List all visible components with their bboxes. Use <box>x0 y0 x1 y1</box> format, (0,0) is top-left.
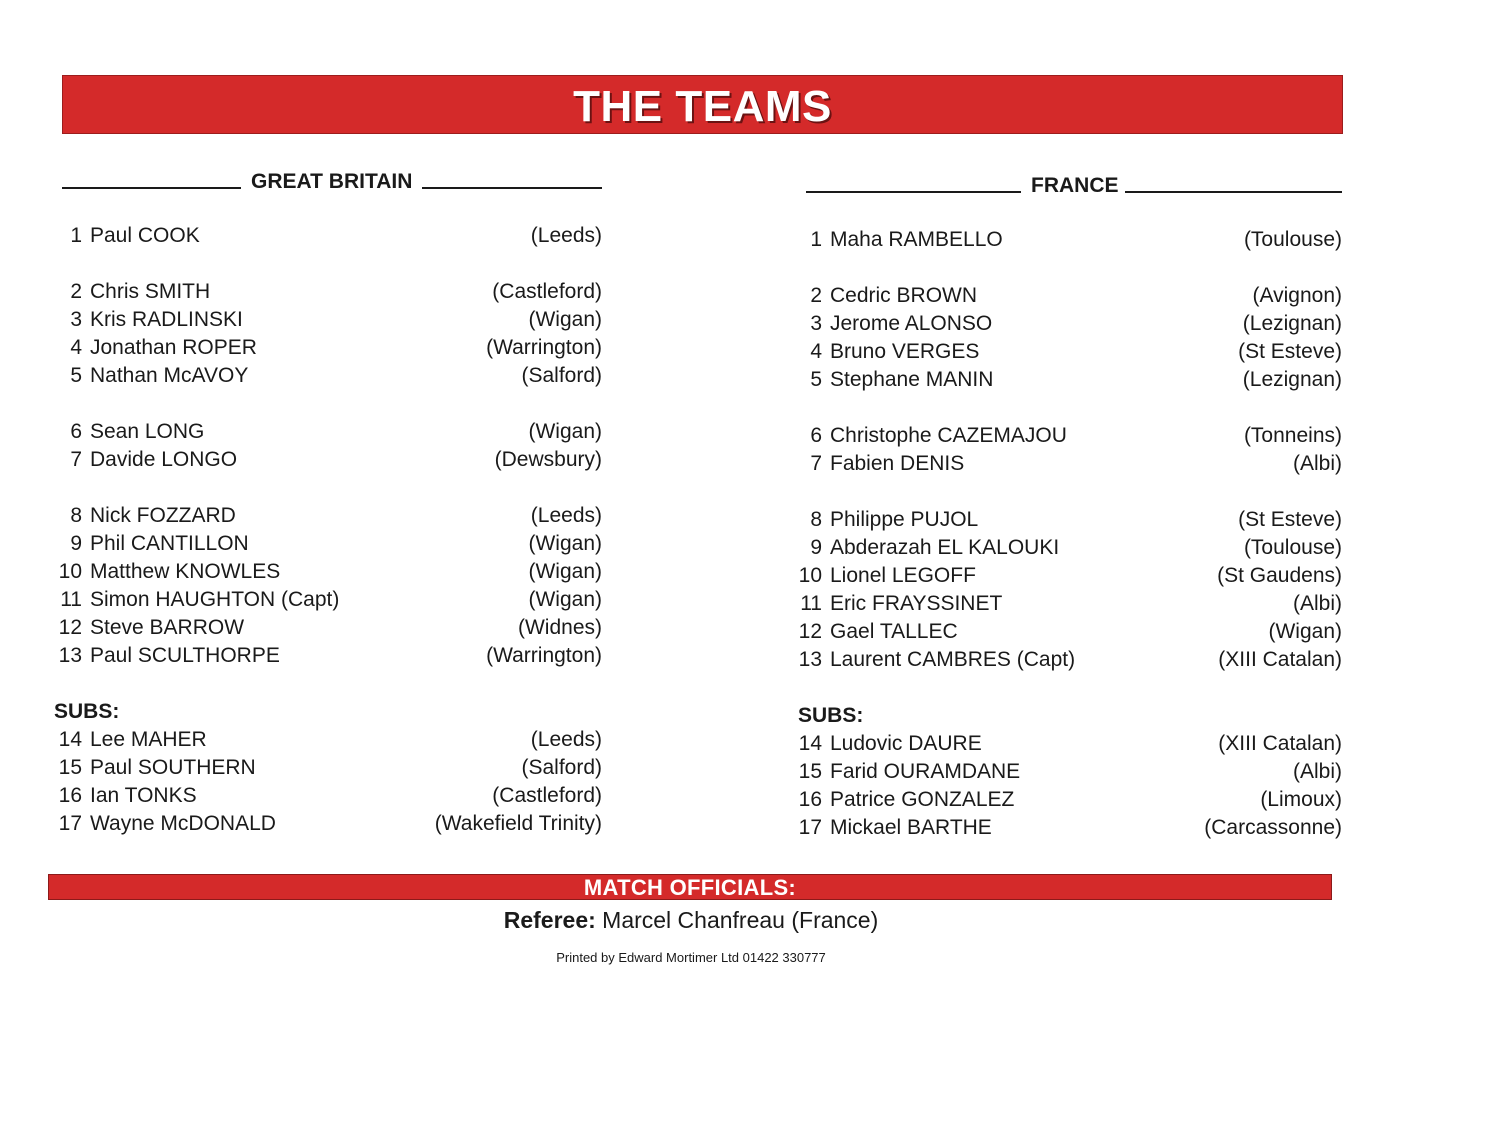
player-club: (Leeds) <box>530 728 602 751</box>
referee-name: Marcel Chanfreau (France) <box>602 907 879 933</box>
player-row <box>62 448 602 476</box>
team-heading <box>62 170 602 196</box>
player-row <box>806 368 1342 396</box>
page-title: THE TEAMS <box>573 82 832 131</box>
player-club: (Lezignan) <box>1242 312 1342 335</box>
player-row <box>62 280 602 308</box>
player-row <box>798 732 1342 760</box>
player-number: 15 <box>58 756 82 779</box>
player-name: Nathan McAVOY <box>90 364 249 387</box>
player-name: Stephane MANIN <box>830 368 994 391</box>
player-number: 13 <box>798 648 822 671</box>
player-name: Nick FOZZARD <box>90 504 236 527</box>
player-row <box>798 788 1342 816</box>
group-gap <box>806 480 1342 508</box>
group-gap <box>62 252 602 280</box>
player-number: 9 <box>810 536 822 559</box>
player-club: (Castleford) <box>492 280 602 303</box>
player-name: Paul SOUTHERN <box>90 756 256 779</box>
player-club: (Toulouse) <box>1243 228 1342 251</box>
player-row <box>806 508 1342 536</box>
player-row <box>806 228 1342 256</box>
player-row <box>62 532 602 560</box>
player-row <box>58 644 602 672</box>
player-row <box>58 784 602 812</box>
player-number: 14 <box>58 728 82 751</box>
group-gap <box>806 396 1342 424</box>
player-number: 5 <box>810 368 822 391</box>
player-name: Chris SMITH <box>90 280 211 303</box>
divider <box>806 191 1021 193</box>
player-number: 2 <box>810 284 822 307</box>
player-name: Wayne McDONALD <box>90 812 276 835</box>
player-row <box>58 560 602 588</box>
player-name: Matthew KNOWLES <box>90 560 281 583</box>
player-name: Ian TONKS <box>90 784 197 807</box>
player-club: (Avignon) <box>1252 284 1342 307</box>
player-name: Laurent CAMBRES (Capt) <box>830 648 1076 671</box>
player-name: Eric FRAYSSINET <box>830 592 1003 615</box>
player-number: 1 <box>70 224 82 247</box>
player-row <box>58 812 602 840</box>
player-number: 5 <box>70 364 82 387</box>
team-name: FRANCE <box>1025 174 1125 198</box>
player-number: 8 <box>810 508 822 531</box>
group-gap <box>806 256 1342 284</box>
player-club: (XIII Catalan) <box>1218 732 1342 755</box>
player-club: (Albi) <box>1292 760 1342 783</box>
player-row <box>62 364 602 392</box>
spacer <box>806 200 1342 228</box>
player-number: 8 <box>70 504 82 527</box>
player-row <box>806 452 1342 480</box>
player-row <box>798 648 1342 676</box>
player-name: Philippe PUJOL <box>830 508 979 531</box>
player-row <box>62 420 602 448</box>
player-club: (Warrington) <box>486 644 602 667</box>
player-name: Christophe CAZEMAJOU <box>830 424 1067 447</box>
player-club: (St Esteve) <box>1238 340 1342 363</box>
group-gap <box>62 672 602 700</box>
player-name: Abderazah EL KALOUKI <box>830 536 1060 559</box>
player-name: Jerome ALONSO <box>830 312 993 335</box>
player-name: Jonathan ROPER <box>90 336 257 359</box>
referee-label: Referee: <box>503 907 596 933</box>
player-name: Mickael BARTHE <box>830 816 992 839</box>
player-club: (St Esteve) <box>1238 508 1342 531</box>
group-gap <box>62 476 602 504</box>
player-club: (Albi) <box>1292 592 1342 615</box>
player-number: 14 <box>798 732 822 755</box>
player-row <box>62 224 602 252</box>
player-number: 3 <box>70 308 82 331</box>
player-number: 4 <box>810 340 822 363</box>
player-number: 12 <box>58 616 82 639</box>
player-club: (Leeds) <box>530 224 602 247</box>
player-row <box>62 308 602 336</box>
player-number: 10 <box>798 564 822 587</box>
team-france <box>798 174 1342 844</box>
player-number: 16 <box>798 788 822 811</box>
player-club: (Toulouse) <box>1243 536 1342 559</box>
player-row <box>62 504 602 532</box>
player-row <box>798 620 1342 648</box>
player-row <box>798 760 1342 788</box>
player-row <box>62 588 602 616</box>
player-number: 15 <box>798 760 822 783</box>
player-club: (Limoux) <box>1260 788 1342 811</box>
player-club: (Warrington) <box>486 336 602 359</box>
player-name: Steve BARROW <box>90 616 245 639</box>
subs-label: SUBS: <box>798 704 864 727</box>
player-row <box>58 756 602 784</box>
player-row <box>798 564 1342 592</box>
player-club: (Lezignan) <box>1242 368 1342 391</box>
player-row <box>798 816 1342 844</box>
player-number: 1 <box>810 228 822 251</box>
player-club: (Leeds) <box>530 504 602 527</box>
group-gap <box>806 676 1342 704</box>
player-row <box>806 312 1342 340</box>
player-club: (Widnes) <box>517 616 602 639</box>
player-name: Sean LONG <box>90 420 205 443</box>
player-club: (Wigan) <box>528 308 602 331</box>
player-row <box>806 340 1342 368</box>
player-name: Lionel LEGOFF <box>830 564 976 587</box>
player-number: 9 <box>70 532 82 555</box>
player-number: 2 <box>70 280 82 303</box>
player-name: Davide LONGO <box>90 448 238 471</box>
team-heading <box>806 174 1342 200</box>
player-name: Gael TALLEC <box>830 620 958 643</box>
player-name: Phil CANTILLON <box>90 532 249 555</box>
player-row <box>58 616 602 644</box>
player-club: (Salford) <box>521 756 602 779</box>
player-club: (Albi) <box>1292 452 1342 475</box>
player-name: Maha RAMBELLO <box>830 228 1003 251</box>
player-number: 6 <box>70 420 82 443</box>
player-club: (Salford) <box>521 364 602 387</box>
player-club: (XIII Catalan) <box>1218 648 1342 671</box>
player-number: 13 <box>58 644 82 667</box>
player-number: 12 <box>798 620 822 643</box>
player-number: 3 <box>810 312 822 335</box>
officials-banner <box>48 874 1332 900</box>
spacer <box>62 196 602 224</box>
divider <box>1124 191 1342 193</box>
player-number: 11 <box>800 592 822 615</box>
player-club: (St Gaudens) <box>1217 564 1342 587</box>
player-number: 7 <box>70 448 82 471</box>
player-name: Simon HAUGHTON (Capt) <box>90 588 340 611</box>
player-number: 10 <box>58 560 82 583</box>
player-name: Lee MAHER <box>90 728 207 751</box>
player-club: (Wigan) <box>1268 620 1342 643</box>
player-name: Cedric BROWN <box>830 284 978 307</box>
player-club: (Castleford) <box>492 784 602 807</box>
referee-line <box>0 907 1382 934</box>
player-name: Bruno VERGES <box>830 340 980 363</box>
player-name: Farid OURAMDANE <box>830 760 1021 783</box>
player-club: (Tonneins) <box>1243 424 1342 447</box>
player-club: (Dewsbury) <box>494 448 602 471</box>
player-number: 11 <box>60 588 82 611</box>
player-number: 7 <box>810 452 822 475</box>
player-row <box>806 424 1342 452</box>
player-number: 17 <box>58 812 82 835</box>
player-number: 4 <box>70 336 82 359</box>
team-great-britain <box>54 170 602 840</box>
player-club: (Carcassonne) <box>1204 816 1342 839</box>
player-club: (Wigan) <box>528 420 602 443</box>
player-number: 17 <box>798 816 822 839</box>
group-gap <box>62 392 602 420</box>
player-name: Ludovic DAURE <box>830 732 982 755</box>
title-banner <box>62 75 1343 134</box>
team-name: GREAT BRITAIN <box>245 170 418 194</box>
player-row <box>62 336 602 364</box>
player-club: (Wigan) <box>528 532 602 555</box>
player-row <box>800 592 1342 620</box>
player-row <box>806 536 1342 564</box>
printer-note: Printed by Edward Mortimer Ltd 01422 330777 <box>556 950 826 965</box>
divider <box>62 187 241 189</box>
player-name: Kris RADLINSKI <box>90 308 243 331</box>
player-club: (Wigan) <box>528 588 602 611</box>
player-number: 16 <box>58 784 82 807</box>
subs-label: SUBS: <box>54 700 120 723</box>
player-number: 6 <box>810 424 822 447</box>
divider <box>422 187 602 189</box>
player-name: Patrice GONZALEZ <box>830 788 1015 811</box>
officials-title: MATCH OFFICIALS: <box>583 875 797 900</box>
player-name: Fabien DENIS <box>830 452 965 475</box>
player-club: (Wigan) <box>528 560 602 583</box>
player-row <box>58 728 602 756</box>
player-name: Paul SCULTHORPE <box>90 644 280 667</box>
player-name: Paul COOK <box>90 224 200 247</box>
player-club: (Wakefield Trinity) <box>434 812 602 835</box>
player-row <box>806 284 1342 312</box>
